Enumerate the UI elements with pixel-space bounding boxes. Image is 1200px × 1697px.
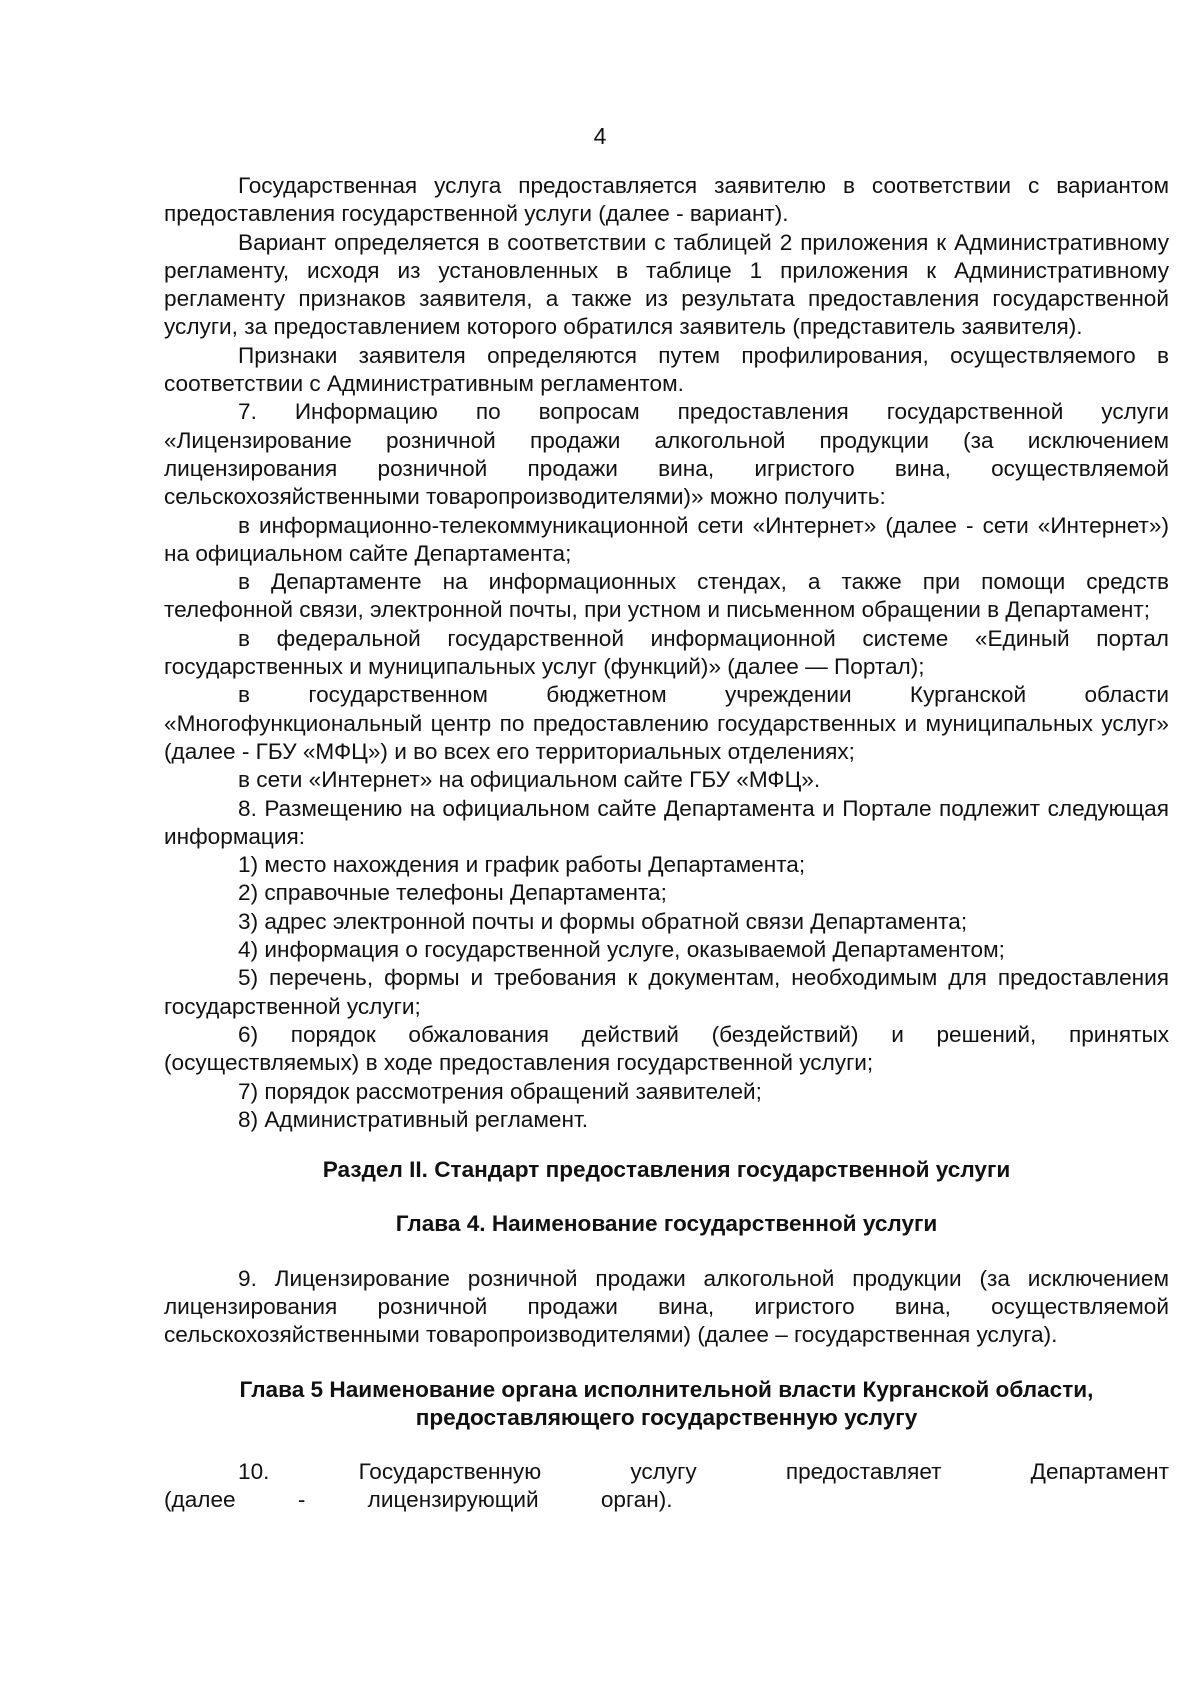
paragraph-variant-intro: Государственная услуга предоставляется заявителю в соответствии с вариантом предоставления государственной услуги (далее - вариант). — [164, 173, 1169, 227]
list-item-2: 2) справочные телефоны Департамента; — [238, 880, 667, 906]
item-10: 10. Государственную услугу предоставляет Департамент (далее - лицензирующий орган). — [164, 1459, 1169, 1513]
info-source-internet: в информационно-телекоммуникационной сети «Интернет» (далее - сети «Интернет») на официальном сайте Департамента; — [164, 512, 1169, 566]
item-7: 7. Информацию по вопросам предоставления государственной услуги «Лицензирование розничной продажи алкогольной продукции (за исключением лицензирования розничной продажи вина, игристого вина, осуществляемой сельскохозяйственными товаропроизводителями)» можно получить: — [164, 399, 1169, 510]
list-item-1: 1) место нахождения и график работы Департамента; — [238, 852, 806, 878]
page-number: 4 — [593, 123, 607, 149]
section-heading: Раздел II. Стандарт предоставления государственной услуги — [322, 1157, 1011, 1183]
chapter-5-heading-line-1: Глава 5 Наименование органа исполнительной власти Курганской области, — [239, 1376, 1094, 1402]
item-8: 8. Размещению на официальном сайте Департамента и Портале подлежит следующая информация: — [164, 795, 1169, 849]
paragraph-variant-definition: Вариант определяется в соответствии с таблицей 2 приложения к Административному регламенту, исходя из установленных в таблице 1 приложения к Административному регламенту признаков заявителя, а также из результата предоставления государственной услуги, за предоставлением которого обратился заявитель (представитель заявителя). — [164, 229, 1169, 340]
info-source-department: в Департаменте на информационных стендах, а также при помощи средств телефонной связи, электронной почты, при устном и письменном обращении в Департамент; — [164, 569, 1169, 623]
chapter-4-heading: Глава 4. Наименование государственной услуги — [395, 1211, 938, 1237]
chapter-5-heading — [164, 1376, 1169, 1433]
paragraph-applicant-attributes: Признаки заявителя определяются путем профилирования, осуществляемого в соответствии с Административным регламентом. — [164, 342, 1169, 397]
list-item-4: 4) информация о государственной услуге, оказываемой Департаментом; — [238, 937, 1005, 963]
info-source-portal: в федеральной государственной информационной системе «Единый портал государственных и муниципальных услуг (функций)» (далее — Портал); — [164, 625, 1169, 680]
chapter-5-heading-line-2: предоставляющего государственную услугу — [415, 1404, 918, 1430]
item-9: 9. Лицензирование розничной продажи алкогольной продукции (за исключением лицензирования розничной продажи вина, игристого вина, осуществляемой сельскохозяйственными товаропроизводителями) (далее – государственная услуга). — [164, 1265, 1169, 1348]
info-source-mfc: в государственном бюджетном учреждении Курганской области «Многофункциональный центр по предоставлению государственных и муниципальных услуг» (далее - ГБУ «МФЦ») и во всех его территориальных отделениях; — [164, 682, 1169, 764]
document-body — [164, 172, 1169, 1515]
list-item-3: 3) адрес электронной почты и формы обратной связи Департамента; — [238, 908, 968, 934]
info-source-mfc-site: в сети «Интернет» на официальном сайте ГБУ «МФЦ». — [238, 767, 821, 793]
list-item-7: 7) порядок рассмотрения обращений заявителей; — [238, 1078, 762, 1104]
list-item-6: 6) порядок обжалования действий (бездействий) и решений, принятых (осуществляемых) в ходе предоставления государственной услуги; — [164, 1021, 1169, 1076]
list-item-8: 8) Административный регламент. — [238, 1106, 589, 1132]
list-item-5: 5) перечень, формы и требования к документам, необходимым для предоставления государственной услуги; — [164, 965, 1169, 1019]
